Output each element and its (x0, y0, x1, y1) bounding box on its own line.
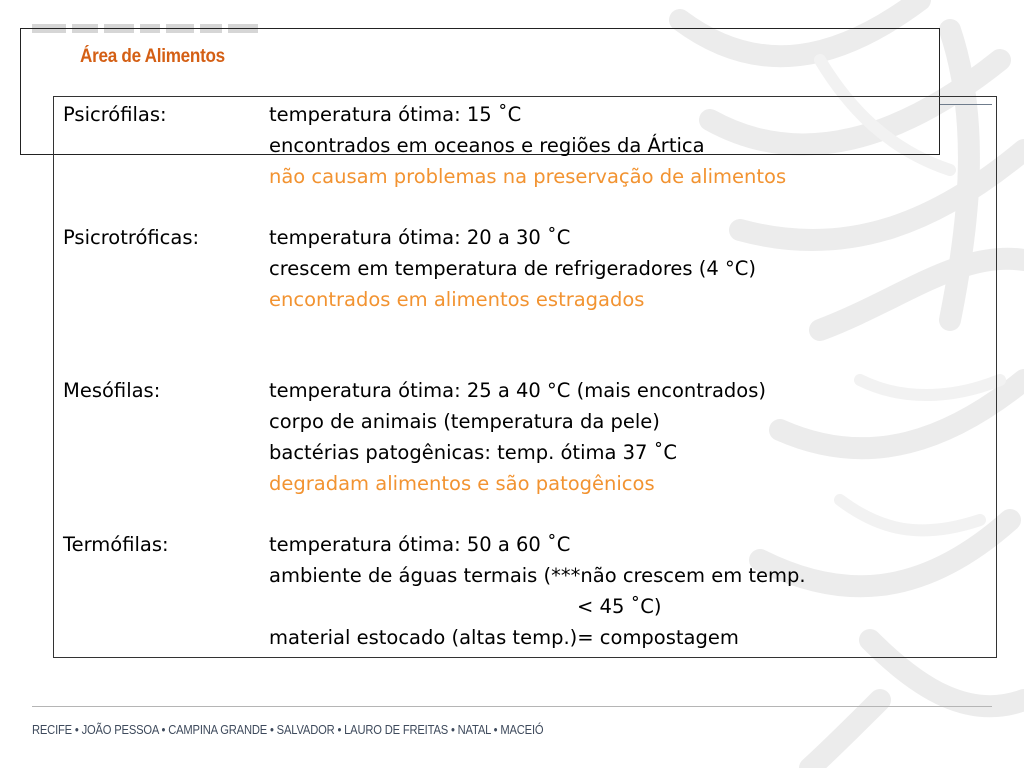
group-line: material estocado (altas temp.)= compostagem (269, 626, 739, 649)
page-title: Área de Alimentos (80, 46, 225, 67)
group-line: temperatura ótima: 20 a 30 ˚C (269, 226, 571, 249)
group-label-psicrotroficas: Psicrotróficas: (63, 226, 200, 249)
group-line-highlight: degradam alimentos e são patogênicos (269, 472, 655, 495)
footer-cities: RECIFE • JOÃO PESSOA • CAMPINA GRANDE • SALVADOR • LAURO DE FREITAS • NATAL • MACEIÓ (32, 722, 544, 737)
group-line: temperatura ótima: 50 a 60 ˚C (269, 533, 571, 556)
group-line: temperatura ótima: 25 a 40 °C (mais encontrados) (269, 379, 766, 402)
group-line: crescem em temperatura de refrigeradores (4 °C) (269, 257, 756, 280)
group-label-mesofilas: Mesófilas: (63, 379, 161, 402)
group-line: encontrados em oceanos e regiões da Ártica (269, 134, 705, 157)
group-label-psicrofilas: Psicrófilas: (63, 103, 167, 126)
group-line: bactérias patogênicas: temp. ótima 37 ˚C (269, 441, 678, 464)
group-label-termofilas: Termófilas: (63, 533, 169, 556)
group-line: temperatura ótima: 15 ˚C (269, 103, 522, 126)
group-line-highlight: encontrados em alimentos estragados (269, 288, 645, 311)
group-line: corpo de animais (temperatura da pele) (269, 410, 660, 433)
group-line: ambiente de águas termais (***não crescem em temp. (269, 564, 806, 587)
group-line: < 45 ˚C) (577, 595, 662, 618)
footer-divider (32, 706, 992, 707)
group-line-highlight: não causam problemas na preservação de alimentos (269, 165, 787, 188)
